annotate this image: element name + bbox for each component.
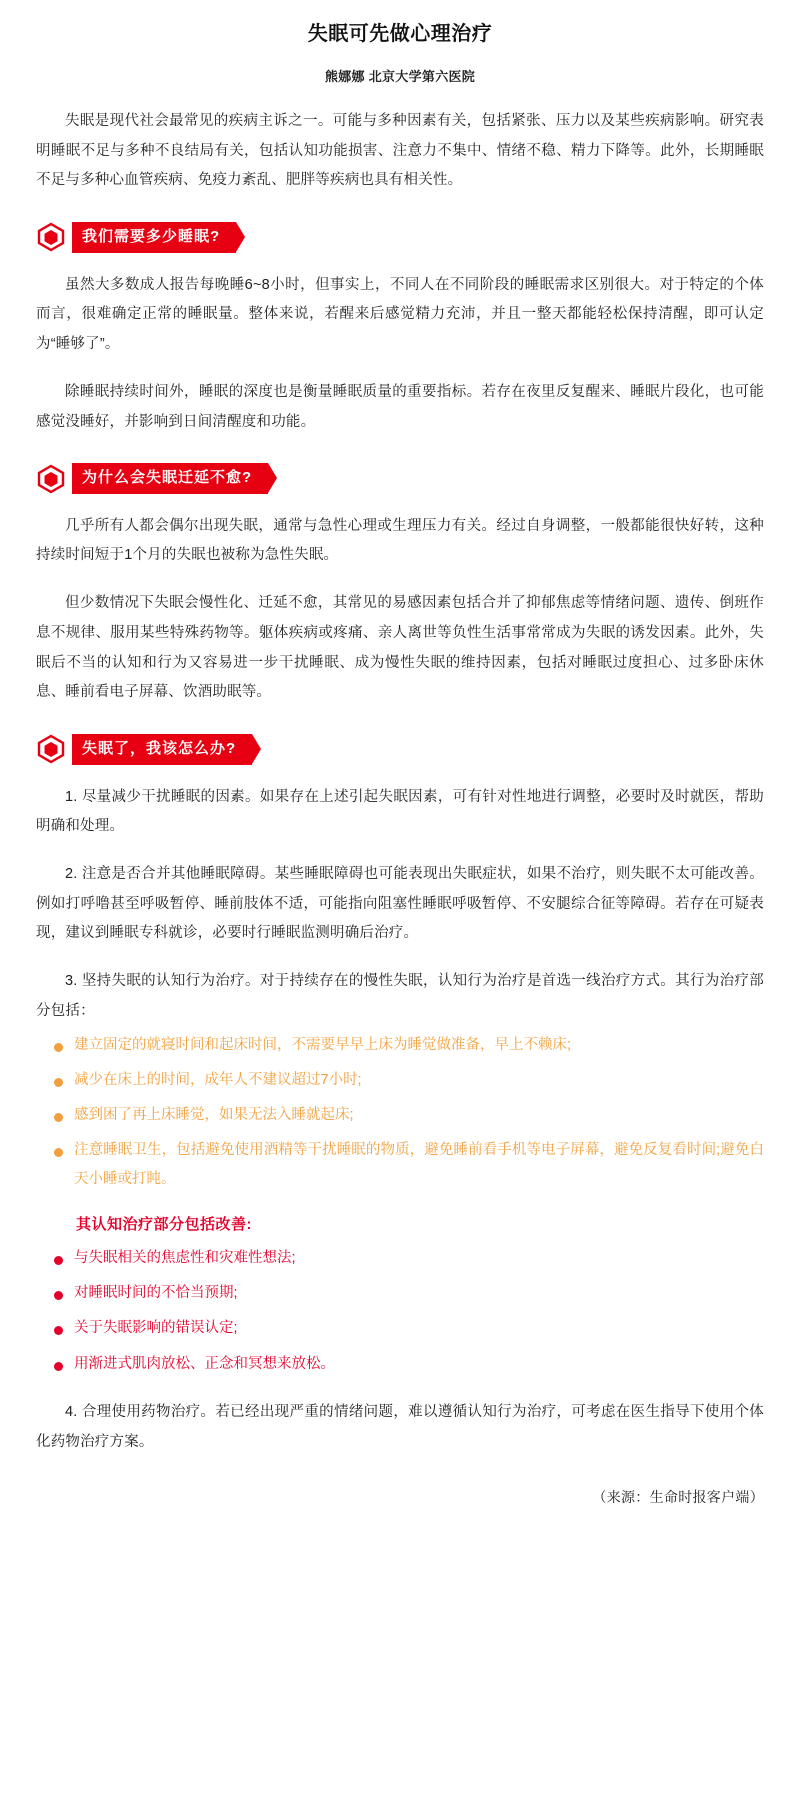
paragraph: 几乎所有人都会偶尔出现失眠，通常与急性心理或生理压力有关。经过自身调整，一般都能很快好转，这种持续时间短于1个月的失眠也被称为急性失眠。	[36, 517, 764, 564]
section-what-to-do	[36, 734, 764, 1457]
section-heading	[36, 222, 764, 253]
lede-paragraph: 失眠是现代社会最常见的疾病主诉之一。可能与多种因素有关，包括紧张、压力以及某些疾病影响。研究表明睡眠不足与多种不良结局有关，包括认知功能损害、注意力不集中、情绪不稳、精力下降等。此外，长期睡眠不足与多种心血管疾病、免疫力紊乱、肥胖等疾病也具有相关性。	[36, 113, 764, 189]
section-heading-label: 为什么会失眠迁延不愈?	[72, 463, 268, 494]
behavior-therapy-list	[36, 1031, 764, 1193]
list-item: 建立固定的就寝时间和起床时间，不需要早早上床为睡觉做准备，早上不赖床;	[54, 1031, 764, 1059]
paragraph: 4. 合理使用药物治疗。若已经出现严重的情绪问题，难以遵循认知行为治疗，可考虑在医生指导下使用个体化药物治疗方案。	[36, 1403, 764, 1450]
section-sleep-amount	[36, 222, 764, 437]
section-heading-label: 我们需要多少睡眠?	[72, 222, 236, 253]
hexagon-icon	[36, 464, 66, 494]
section-heading	[36, 463, 764, 494]
list-item: 注意睡眠卫生，包括避免使用酒精等干扰睡眠的物质，避免睡前看手机等电子屏幕，避免反复看时间;避免白天小睡或打盹。	[54, 1136, 764, 1193]
page-title: 失眠可先做心理治疗	[307, 23, 493, 45]
paragraph: 2. 注意是否合并其他睡眠障碍。某些睡眠障碍也可能表现出失眠症状，如果不治疗，则失眠不太可能改善。例如打呼噜甚至呼吸暂停、睡前肢体不适，可能指向阻塞性睡眠呼吸暂停、不安腿综合征等障碍。若存在可疑表现，建议到睡眠专科就诊，必要时行睡眠监测明确后治疗。	[36, 866, 764, 942]
lede-section	[36, 107, 764, 196]
cognitive-therapy-heading: 其认知治疗部分包括改善:	[76, 1215, 252, 1233]
paragraph: 3. 坚持失眠的认知行为治疗。对于持续存在的慢性失眠，认知行为治疗是首选一线治疗方式。其行为治疗部分包括：	[36, 973, 764, 1019]
paragraph: 1. 尽量减少干扰睡眠的因素。如果存在上述引起失眠因素，可有针对性地进行调整，必要时及时就医，帮助明确和处理。	[36, 788, 764, 835]
paragraph: 虽然大多数成人报告每晚睡6~8小时，但事实上，不同人在不同阶段的睡眠需求区别很大。对于特定的个体而言，很难确定正常的睡眠量。整体来说，若醒来后感觉精力充沛，并且一整天都能轻松保持清醒，即可认定为“睡够了”。	[36, 276, 764, 353]
cognitive-therapy-list	[36, 1244, 764, 1378]
section-why-chronic	[36, 463, 764, 708]
paragraph: 除睡眠持续时间外，睡眠的深度也是衡量睡眠质量的重要指标。若存在夜里反复醒来、睡眠片段化，也可能感觉没睡好，并影响到日间清醒度和功能。	[36, 383, 764, 430]
list-item: 用渐进式肌肉放松、正念和冥想来放松。	[54, 1350, 764, 1378]
source-credit: （来源：生命时报客户端）	[592, 1489, 764, 1506]
byline: 熊娜娜 北京大学第六医院	[324, 69, 476, 84]
list-item: 对睡眠时间的不恰当预期;	[54, 1279, 764, 1307]
hexagon-icon	[36, 222, 66, 252]
paragraph: 但少数情况下失眠会慢性化、迁延不愈，其常见的易感因素包括合并了抑郁焦虑等情绪问题、遗传、倒班作息不规律、服用某些特殊药物等。躯体疾病或疼痛、亲人离世等负性生活事常常成为失眠的诱发因素。此外，失眠后不当的认知和行为又容易进一步干扰睡眠、成为慢性失眠的维持因素，包括对睡眠过度担心、过多卧床休息、睡前看电子屏幕、饮酒助眠等。	[36, 595, 764, 701]
hexagon-icon	[36, 734, 66, 764]
list-item: 关于失眠影响的错误认定;	[54, 1314, 764, 1342]
list-item: 减少在床上的时间，成年人不建议超过7小时;	[54, 1066, 764, 1094]
list-item: 与失眠相关的焦虑性和灾难性想法;	[54, 1244, 764, 1272]
list-item: 感到困了再上床睡觉，如果无法入睡就起床;	[54, 1101, 764, 1129]
section-heading-label: 失眠了，我该怎么办?	[72, 734, 252, 765]
section-heading	[36, 734, 764, 765]
